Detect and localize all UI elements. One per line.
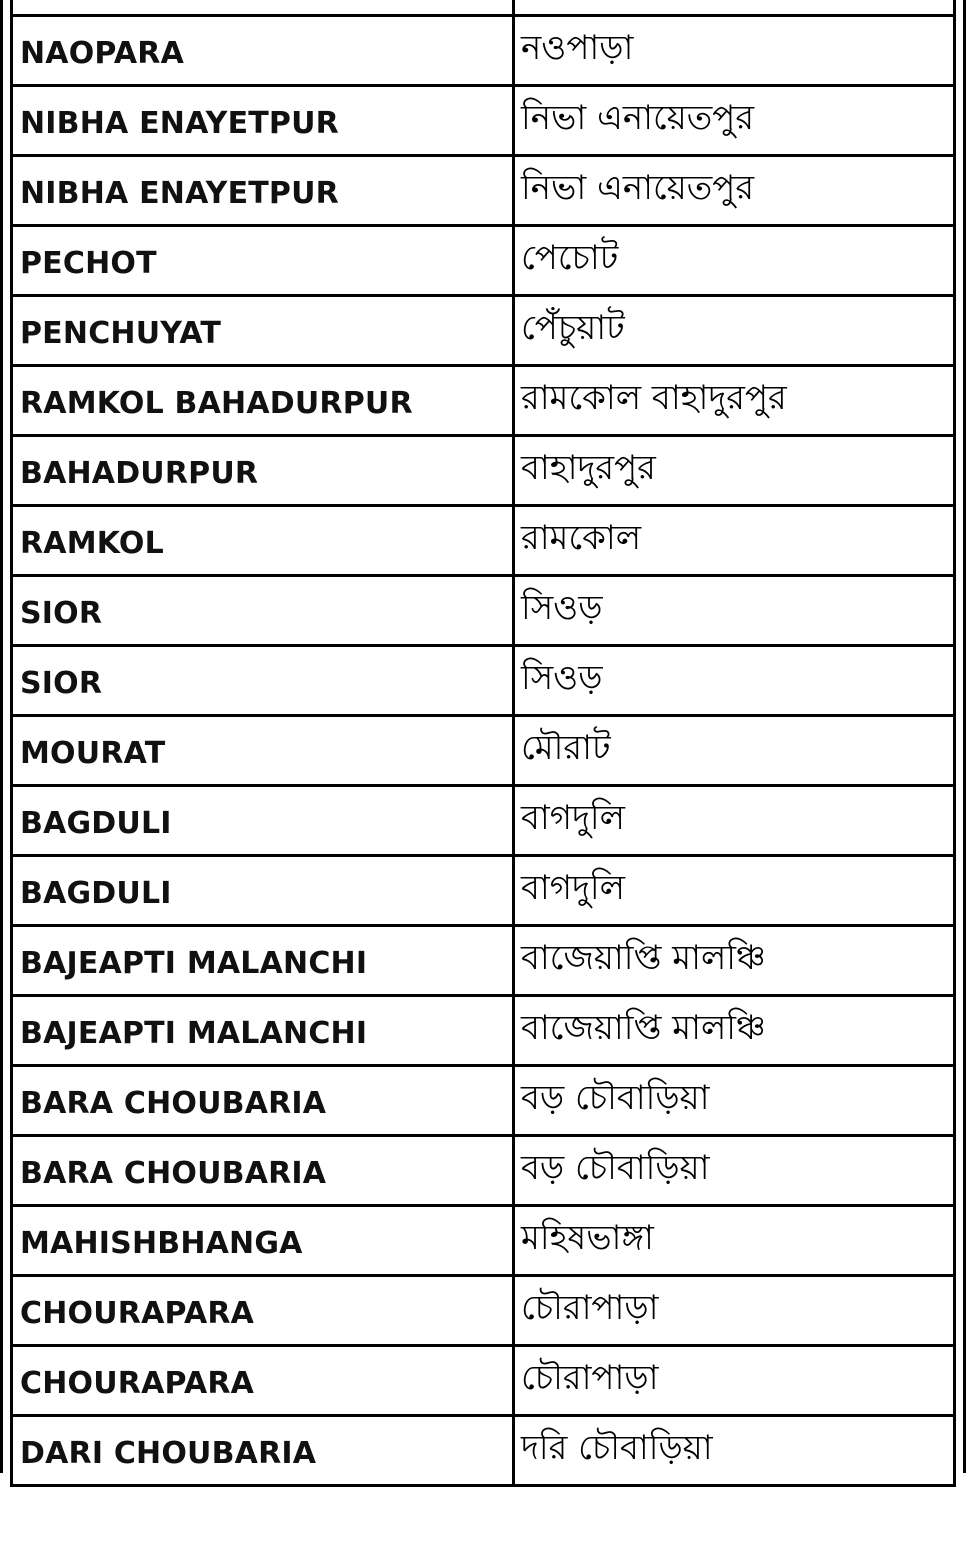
english-name-cell: BAGDULI xyxy=(13,857,515,924)
table-row xyxy=(10,857,956,927)
table-row xyxy=(10,1417,956,1487)
english-name-cell: BAHADURPUR xyxy=(13,437,515,504)
table-row xyxy=(10,787,956,857)
bengali-name-cell: বাগদুলি xyxy=(521,868,625,908)
bengali-name-cell: মৌরাট xyxy=(521,728,611,768)
english-name-cell xyxy=(13,0,515,14)
table-row xyxy=(10,227,956,297)
english-name-cell: NIBHA ENAYETPUR xyxy=(13,157,515,224)
english-name-cell: DARI CHOUBARIA xyxy=(13,1417,515,1484)
english-name-cell: PECHOT xyxy=(13,227,515,294)
bengali-name-cell: বড় চৌবাড়িয়া xyxy=(521,1078,710,1118)
english-name-cell: BAJEAPTI MALANCHI xyxy=(13,997,515,1064)
table-row xyxy=(10,577,956,647)
bengali-name-cell: চৌরাপাড়া xyxy=(521,1358,659,1398)
village-name-table xyxy=(10,0,956,1487)
english-name-cell: SIOR xyxy=(13,647,515,714)
table-row xyxy=(10,87,956,157)
table-row xyxy=(10,1137,956,1207)
table-row xyxy=(10,1277,956,1347)
table-row xyxy=(10,437,956,507)
english-name-cell: SIOR xyxy=(13,577,515,644)
english-name-cell: MAHISHBHANGA xyxy=(13,1207,515,1274)
bengali-name-cell: সিওড় xyxy=(521,588,603,628)
left-edge-line xyxy=(0,0,3,1473)
english-name-cell: BARA CHOUBARIA xyxy=(13,1067,515,1134)
table-row xyxy=(10,297,956,367)
english-name-cell: NIBHA ENAYETPUR xyxy=(13,87,515,154)
bengali-name-cell: বাজেয়াপ্তি মালঞ্চি xyxy=(521,1008,766,1048)
english-name-cell: CHOURAPARA xyxy=(13,1277,515,1344)
english-name-cell: RAMKOL BAHADURPUR xyxy=(13,367,515,434)
bengali-name-cell: বাজেয়াপ্তি মালঞ্চি xyxy=(521,938,766,978)
english-name-cell: NAOPARA xyxy=(13,17,515,84)
bengali-name-cell: নিভা এনায়েতপুর xyxy=(521,168,755,208)
bengali-name-cell: বাহাদুরপুর xyxy=(521,448,656,488)
table-row xyxy=(10,367,956,437)
table-row xyxy=(10,1207,956,1277)
table-row xyxy=(10,17,956,87)
english-name-cell: BARA CHOUBARIA xyxy=(13,1137,515,1204)
english-name-cell: RAMKOL xyxy=(13,507,515,574)
bengali-name-cell: সিওড় xyxy=(521,658,603,698)
bengali-name-cell: মহিষভাঙ্গা xyxy=(521,1218,654,1258)
bengali-name-cell: রামকোল বাহাদুরপুর xyxy=(521,378,787,418)
table-row xyxy=(10,927,956,997)
english-name-cell: CHOURAPARA xyxy=(13,1347,515,1414)
bengali-name-cell xyxy=(515,0,953,14)
english-name-cell: BAJEAPTI MALANCHI xyxy=(13,927,515,994)
bengali-name-cell: রামকোল xyxy=(521,518,642,558)
bengali-name-cell: বাগদুলি xyxy=(521,798,625,838)
english-name-cell: BAGDULI xyxy=(13,787,515,854)
english-name-cell: MOURAT xyxy=(13,717,515,784)
table-row xyxy=(10,1067,956,1137)
bengali-name-cell: নওপাড়া xyxy=(521,28,634,68)
table-row xyxy=(10,507,956,577)
table-row xyxy=(10,157,956,227)
bengali-name-cell: পেচোট xyxy=(521,238,619,278)
bengali-name-cell: নিভা এনায়েতপুর xyxy=(521,98,755,138)
table-row xyxy=(10,717,956,787)
bengali-name-cell: পেঁচুয়াট xyxy=(521,308,625,348)
table-row xyxy=(10,0,956,17)
bengali-name-cell: চৌরাপাড়া xyxy=(521,1288,659,1328)
bengali-name-cell: বড় চৌবাড়িয়া xyxy=(521,1148,710,1188)
bengali-name-cell: দরি চৌবাড়িয়া xyxy=(521,1428,713,1468)
table-row xyxy=(10,997,956,1067)
table-row xyxy=(10,647,956,717)
table-row xyxy=(10,1347,956,1417)
english-name-cell: PENCHUYAT xyxy=(13,297,515,364)
